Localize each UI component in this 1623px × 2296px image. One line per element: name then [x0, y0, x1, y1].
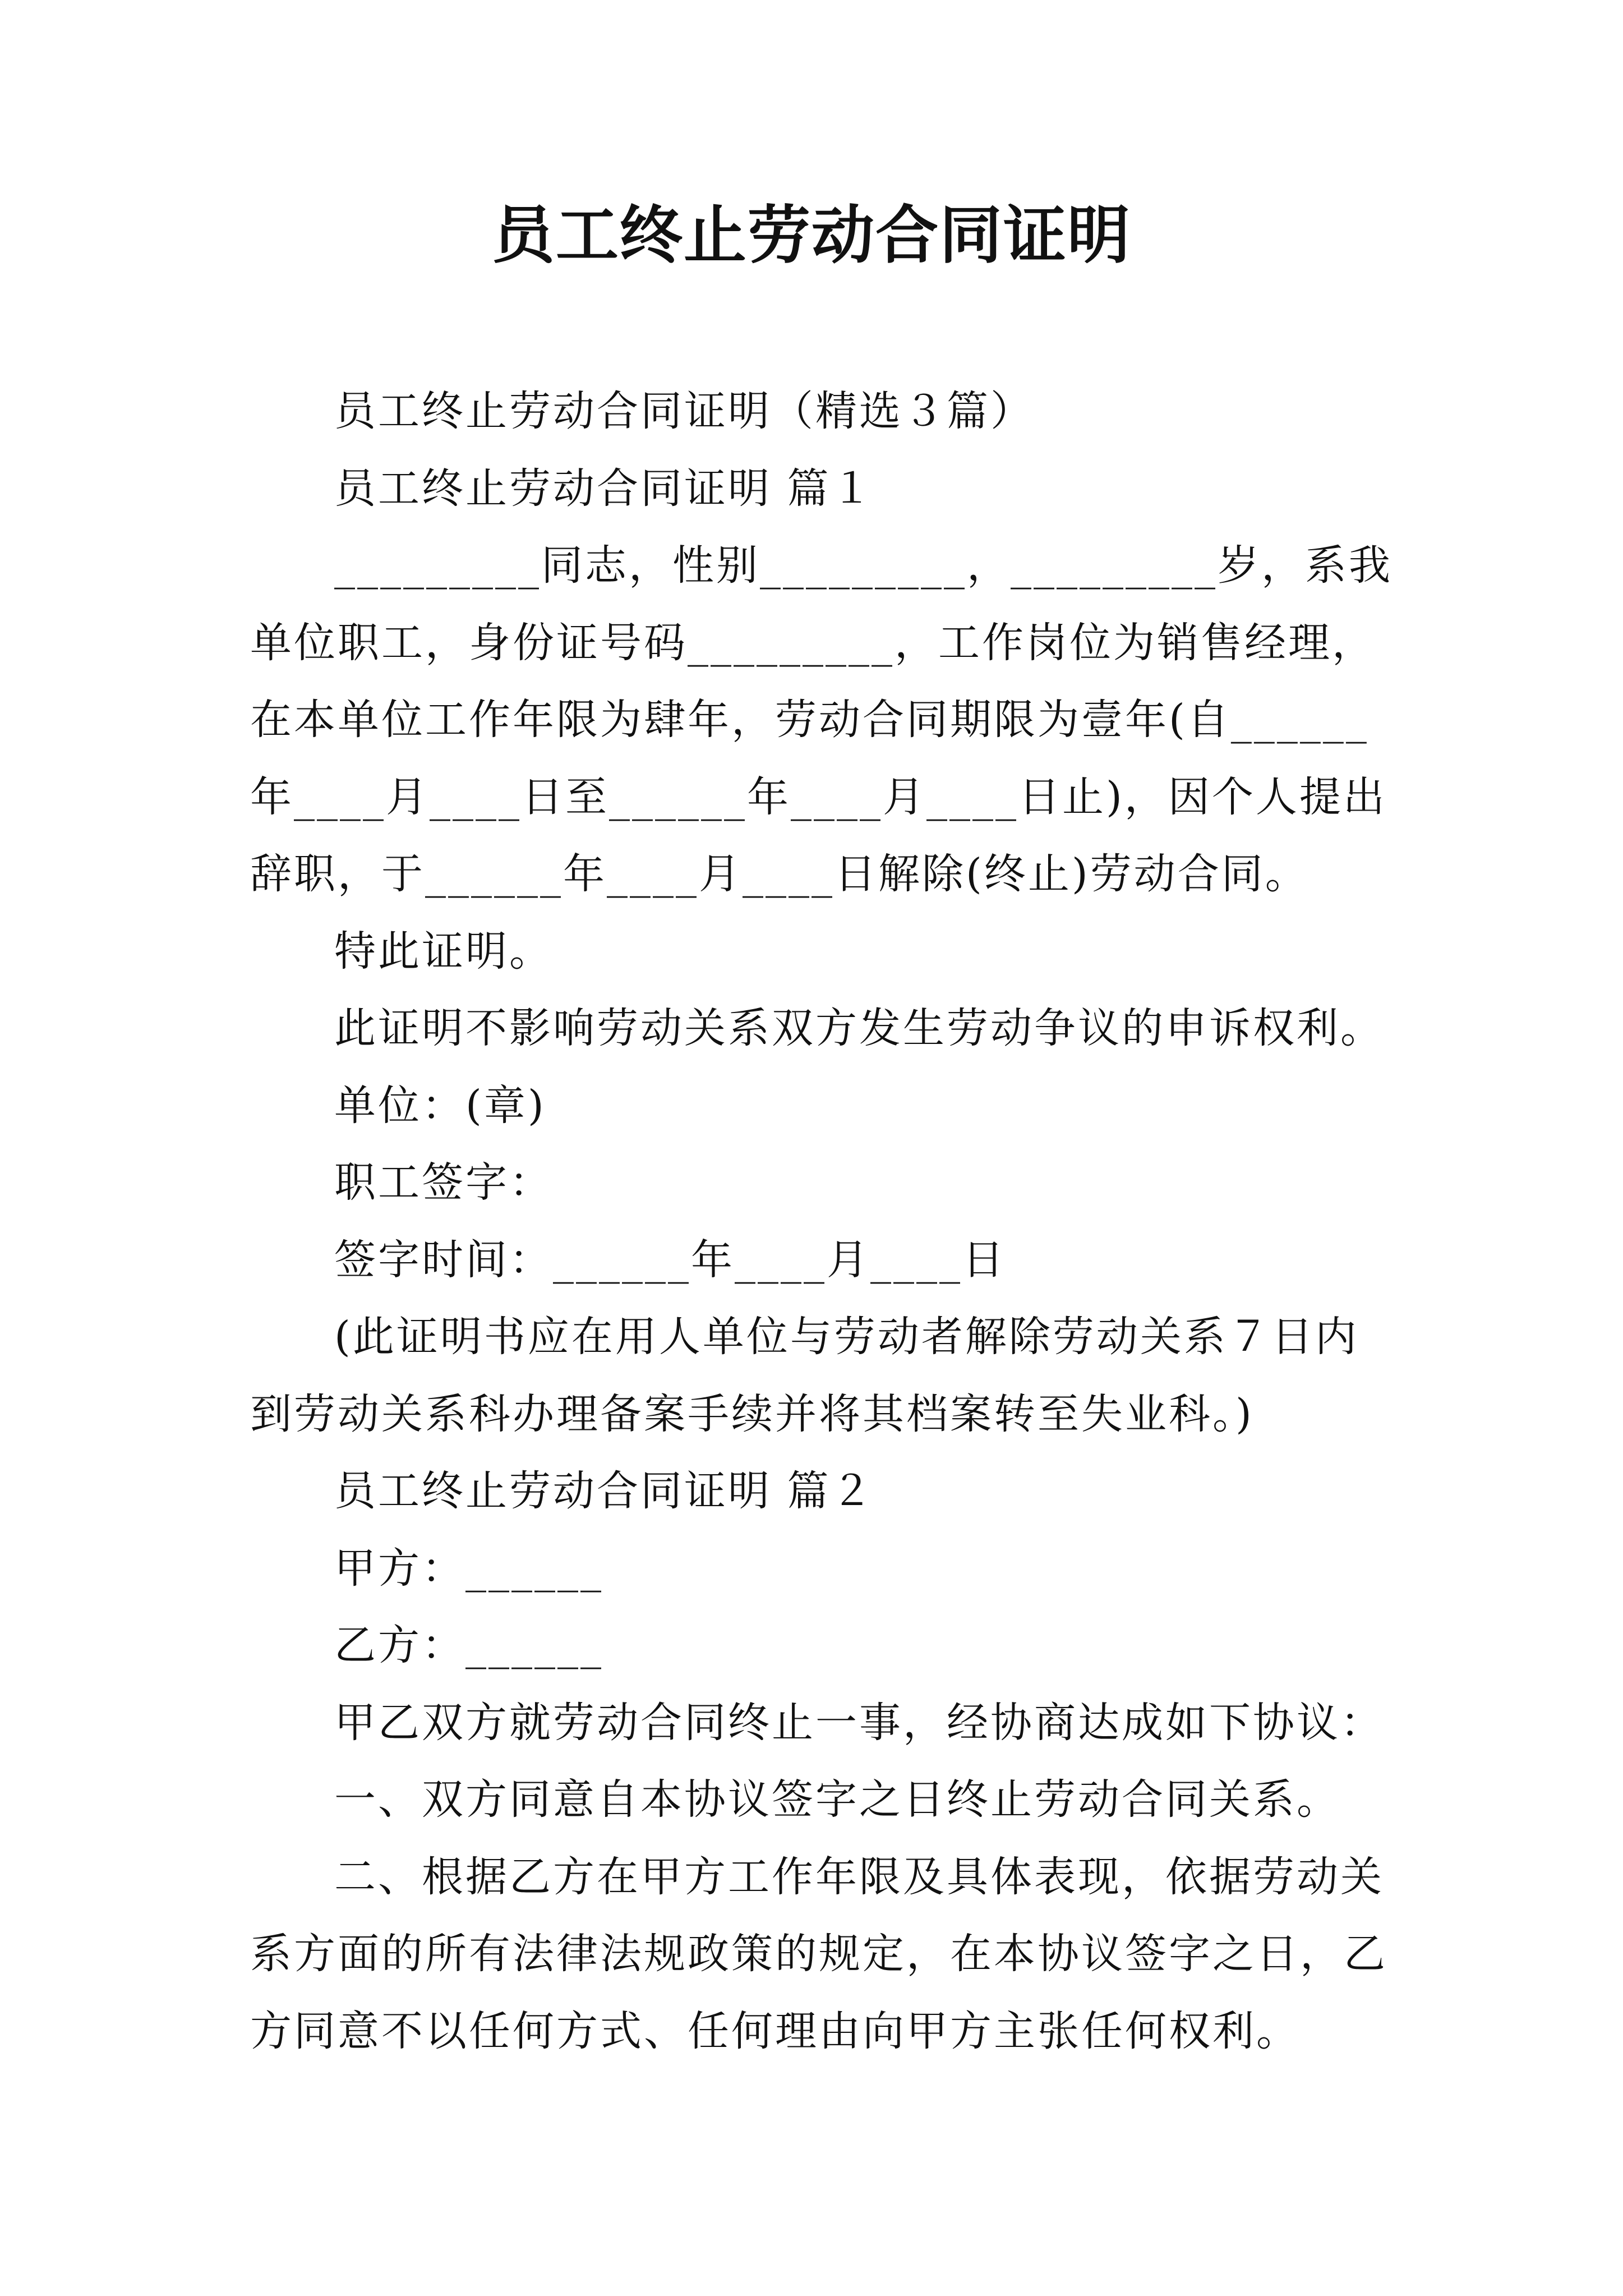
paragraph-dispute-note: 此证明不影响劳动关系双方发生劳动争议的申诉权利。	[334, 1004, 1384, 1052]
paragraph-collection-heading: 员工终止劳动合同证明（精选３篇）	[334, 387, 1034, 435]
paragraph-section-2-heading: 员工终止劳动合同证明 篇２	[334, 1467, 875, 1515]
paragraph-filing-note: (此证明书应在用人单位与劳动者解除劳动关系７日内到劳动关系科办理备案手续并将其档案转至失业科。)	[250, 1313, 1359, 1438]
paragraph-certification: 特此证明。	[334, 927, 553, 976]
paragraph-employee-details: _________同志，性别_________，_________岁，系我单位职工，身份证号码_________，工作岗位为销售经理，在本单位工作年限为肆年，劳动合同期限为壹年(自______年____月____日至______年____月____日止)，因个人提出辞职，于______年____月____日解除(终止)劳动合同。	[250, 541, 1393, 898]
paragraph-section-1-heading: 员工终止劳动合同证明 篇１	[334, 464, 875, 513]
paragraph-party-b: 乙方：______	[334, 1621, 603, 1669]
paragraph-unit-seal: 单位：(章)	[334, 1081, 546, 1130]
paragraph-signing-date: 签字时间：______年____月____日	[334, 1235, 1006, 1284]
paragraph-agreement-intro: 甲乙双方就劳动合同终止一事，经协商达成如下协议：	[334, 1698, 1384, 1747]
paragraph-party-a: 甲方：______	[334, 1544, 603, 1593]
paragraph-employee-signature: 职工签字：	[334, 1158, 553, 1207]
paragraph-clause-2: 二、根据乙方在甲方工作年限及具体表现，依据劳动关系方面的所有法律法规政策的规定，在本协议签字之日，乙方同意不以任何方式、任何理由向甲方主张任何权利。	[250, 1852, 1387, 2055]
document-body	[250, 373, 1394, 2070]
paragraph-clause-1: 一、双方同意自本协议签字之日终止劳动合同关系。	[334, 1775, 1340, 1824]
document-title: 员工终止劳动合同证明	[492, 199, 1131, 272]
